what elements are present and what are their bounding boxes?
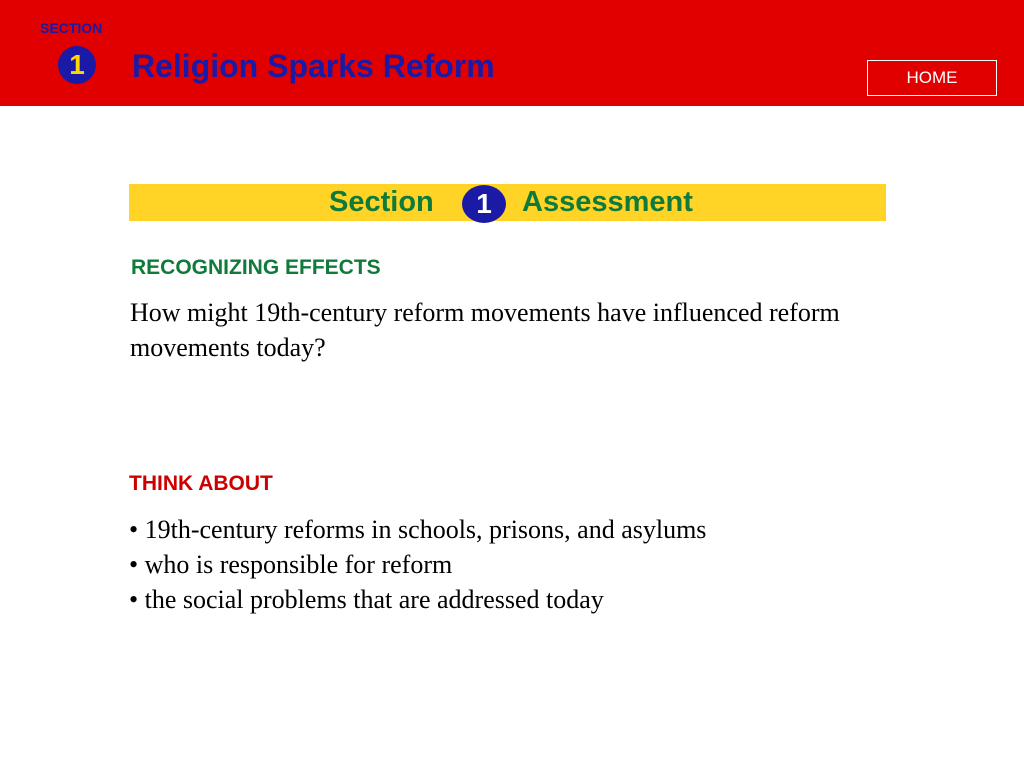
think-about-list xyxy=(129,512,929,617)
home-button[interactable]: HOME xyxy=(867,60,997,96)
banner-section-text: Section xyxy=(329,186,434,218)
section-label: SECTION xyxy=(40,20,103,36)
section-number-badge: 1 xyxy=(58,46,96,84)
assessment-question: How might 19th-century reform movements have influenced reform movements today? xyxy=(130,298,840,362)
list-item: • who is responsible for reform xyxy=(129,547,929,582)
recognizing-effects-heading: RECOGNIZING EFFECTS xyxy=(131,256,381,279)
header-bar xyxy=(0,0,1024,106)
banner-number-badge: 1 xyxy=(462,185,506,223)
list-item: • the social problems that are addressed today xyxy=(129,582,929,617)
banner-assessment-text: Assessment xyxy=(522,186,693,218)
section-assessment-banner xyxy=(129,184,886,221)
list-item: • 19th-century reforms in schools, prisons, and asylums xyxy=(129,512,929,547)
page-title: Religion Sparks Reform xyxy=(132,48,495,84)
think-about-heading: THINK ABOUT xyxy=(129,472,273,495)
